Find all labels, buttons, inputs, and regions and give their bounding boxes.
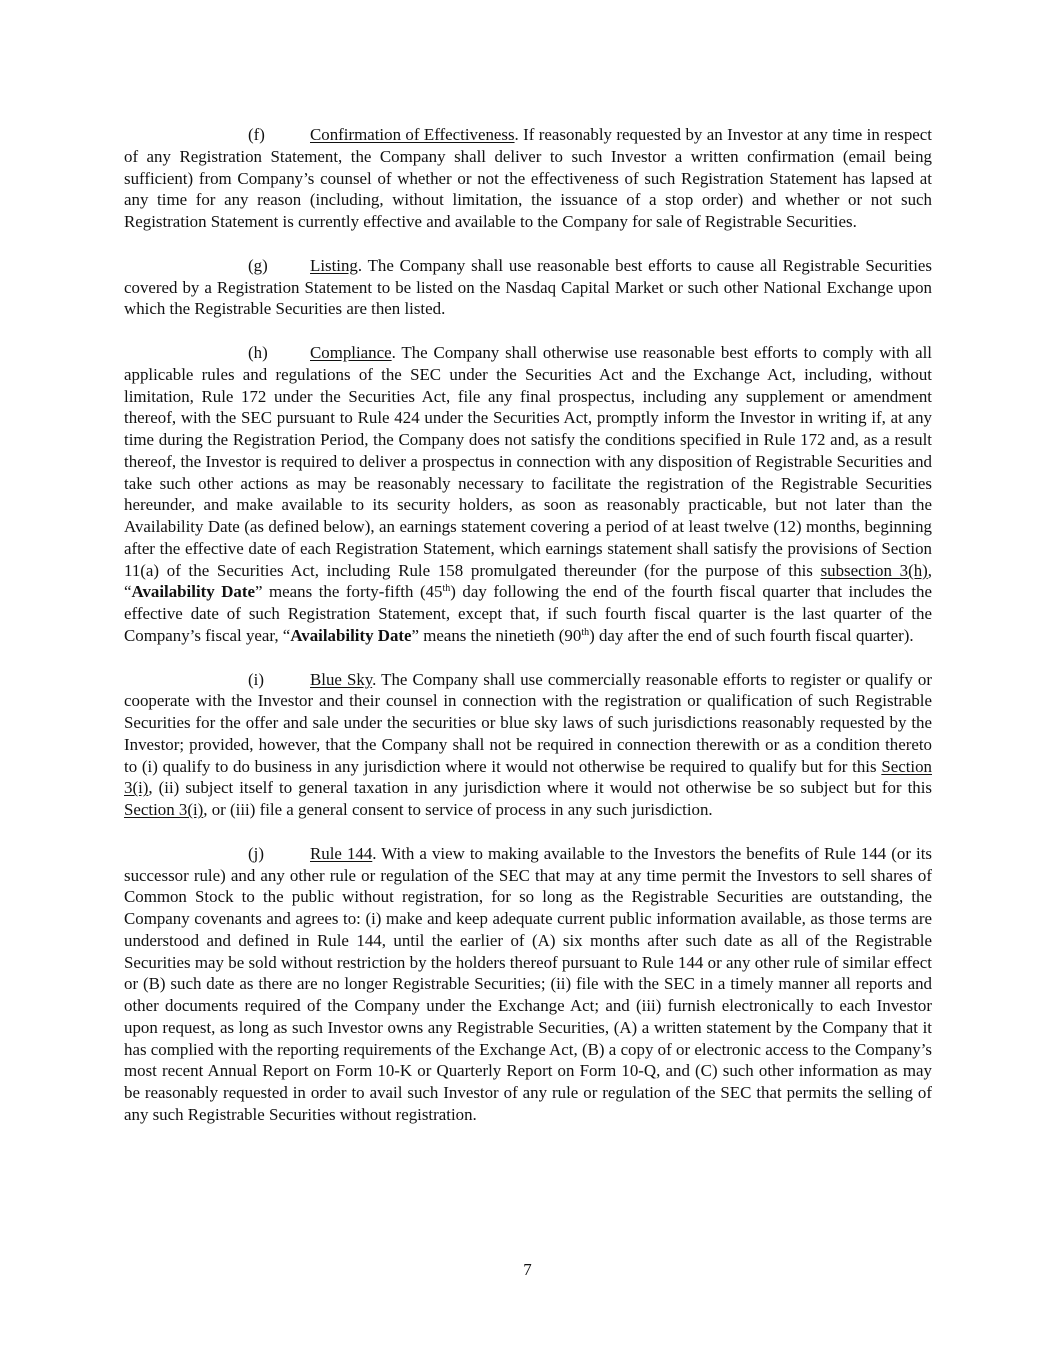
section-h-text-2: , “	[124, 560, 932, 602]
section-i-cross-reference: Section 3(i)	[124, 800, 204, 819]
section-h-title: Compliance	[310, 343, 392, 362]
document-page	[124, 124, 932, 1148]
section-j	[124, 843, 932, 1126]
section-i-text-1: . The Company shall use commercially reasonable efforts to register or qualify or cooperate with the Investor and their counsel in connection with the registration or qualification of such Registrable Securities for the offer and sale under the securities or blue sky laws of such jurisdictions reasonably requested by the Investor; provided, however, that the Company shall not be required in connection therewith or as a condition thereto to (i) qualify to do business in any jurisdiction where it would not otherwise be required to qualify but for this	[124, 669, 932, 776]
section-h-text-5: ” means the ninetieth (90	[411, 625, 582, 645]
section-g-title: Listing	[310, 255, 358, 275]
section-g	[124, 255, 932, 320]
section-h-text-3: ” means the forty-fifth (45	[255, 582, 443, 602]
section-f-text: . If reasonably requested by an Investor at any time in respect of any Registration Statement, the Company shall deliver to such Investor a written confirmation (email being sufficient) from Company’s counsel of whether or not the effectiveness of such Registration Statement has lapsed at any time for any reason (including, without limitation, the issuance of a stop order) and whether or not such Registration Statement is currently effective and available to the Company for sale of Registrable Securities.	[124, 125, 932, 231]
defined-term-availability-date: Availability Date	[290, 625, 412, 645]
section-i-title: Blue Sky	[310, 669, 373, 689]
ordinal-superscript: th	[581, 626, 590, 638]
section-h-text-6: ) day after the end of such fourth fiscal quarter).	[589, 625, 914, 645]
defined-term-availability-date: Availability Date	[131, 582, 256, 602]
section-h-text-4: ) day following the end of the fourth fiscal quarter that includes the effective date of such Registration Statement, except that, if such fourth fiscal quarter is the last quarter of the Company’s fiscal year, “	[124, 582, 932, 645]
section-h	[124, 342, 932, 647]
section-j-text: . With a view to making available to the Investors the benefits of Rule 144 (or its successor rule) and any other rule or regulation of the SEC that may at any time permit the Investors to sell shares of Common Stock to the public without registration, for so long as the Registrable Securities are outstanding, the Company covenants and agrees to: (i) make and keep adequate current public information available, as those terms are understood and defined in Rule 144, until the earlier of (A) six months after such date as all of the Registrable Securities may be sold without restriction by the holders thereof pursuant to Rule 144 or any other rule of similar effect or (B) such date as there are no longer Registrable Securities; (ii) file with the SEC in a timely manner all reports and other documents required of the Company under the Exchange Act; and (iii) furnish electronically to each Investor upon request, as long as such Investor owns any Registrable Securities, (A) a written statement by the Company that it has complied with the reporting requirements of the Exchange Act, (B) a copy of or electronic access to the Company’s most recent Annual Report on Form 10-K or Quarterly Report on Form 10-Q, and (C) such other information as may be reasonably requested in order to avail such Investor of any rule or regulation of the SEC that permits the selling of any such Registrable Securities without registration.	[124, 843, 932, 1124]
ordinal-superscript: th	[442, 583, 451, 595]
section-g-label: (g)	[248, 255, 268, 275]
section-j-title: Rule 144	[310, 843, 373, 863]
section-i-label: (i)	[248, 669, 264, 689]
section-i	[124, 669, 932, 821]
section-f-label: (f)	[248, 125, 265, 144]
page-number: 7	[523, 1260, 532, 1279]
section-h-text-1: . The Company shall otherwise use reasonable best efforts to comply with all applicable rules and regulations of the SEC under the Securities Act and the Exchange Act, including, without limitation, Rule 172 under the Securities Act, file any final prospectus, including any supplement or amendment thereof, with the SEC pursuant to Rule 424 under the Securities Act, promptly inform the Investor in writing if, at any time during the Registration Period, the Company does not satisfy the conditions specified in Rule 172 and, as a result thereof, the Investor is required to deliver a prospectus in connection with any disposition of Registrable Securities and take such other actions as may be reasonably necessary to facilitate the registration of the Registrable Securities hereunder, and make available to its security holders, as soon as reasonably practicable, but not later than the Availability Date (as defined below), an earnings statement covering a period of at least twelve (12) months, beginning after the effective date of each Registration Statement, which earnings statement shall satisfy the provisions of Section 11(a) of the Securities Act, including Rule 158 promulgated thereunder (for the purpose of this	[124, 343, 932, 580]
section-i-text-2: , (ii) subject itself to general taxation in any jurisdiction where it would not otherwise be so subject but for this	[148, 778, 932, 798]
section-h-label: (h)	[248, 343, 268, 362]
section-i-text-3: , or (iii) file a general consent to service of process in any such jurisdiction.	[203, 800, 713, 819]
section-i-cross-reference: Section 3(i)	[124, 756, 932, 798]
section-g-text: . The Company shall use reasonable best efforts to cause all Registrable Securities covered by a Registration Statement to be listed on the Nasdaq Capital Market or such other National Exchange upon which the Registrable Securities are then listed.	[124, 255, 932, 319]
section-f	[124, 124, 932, 233]
section-h-cross-reference: subsection 3(h)	[820, 560, 928, 580]
section-f-title: Confirmation of Effectiveness	[310, 125, 515, 144]
section-j-label: (j)	[248, 843, 264, 863]
